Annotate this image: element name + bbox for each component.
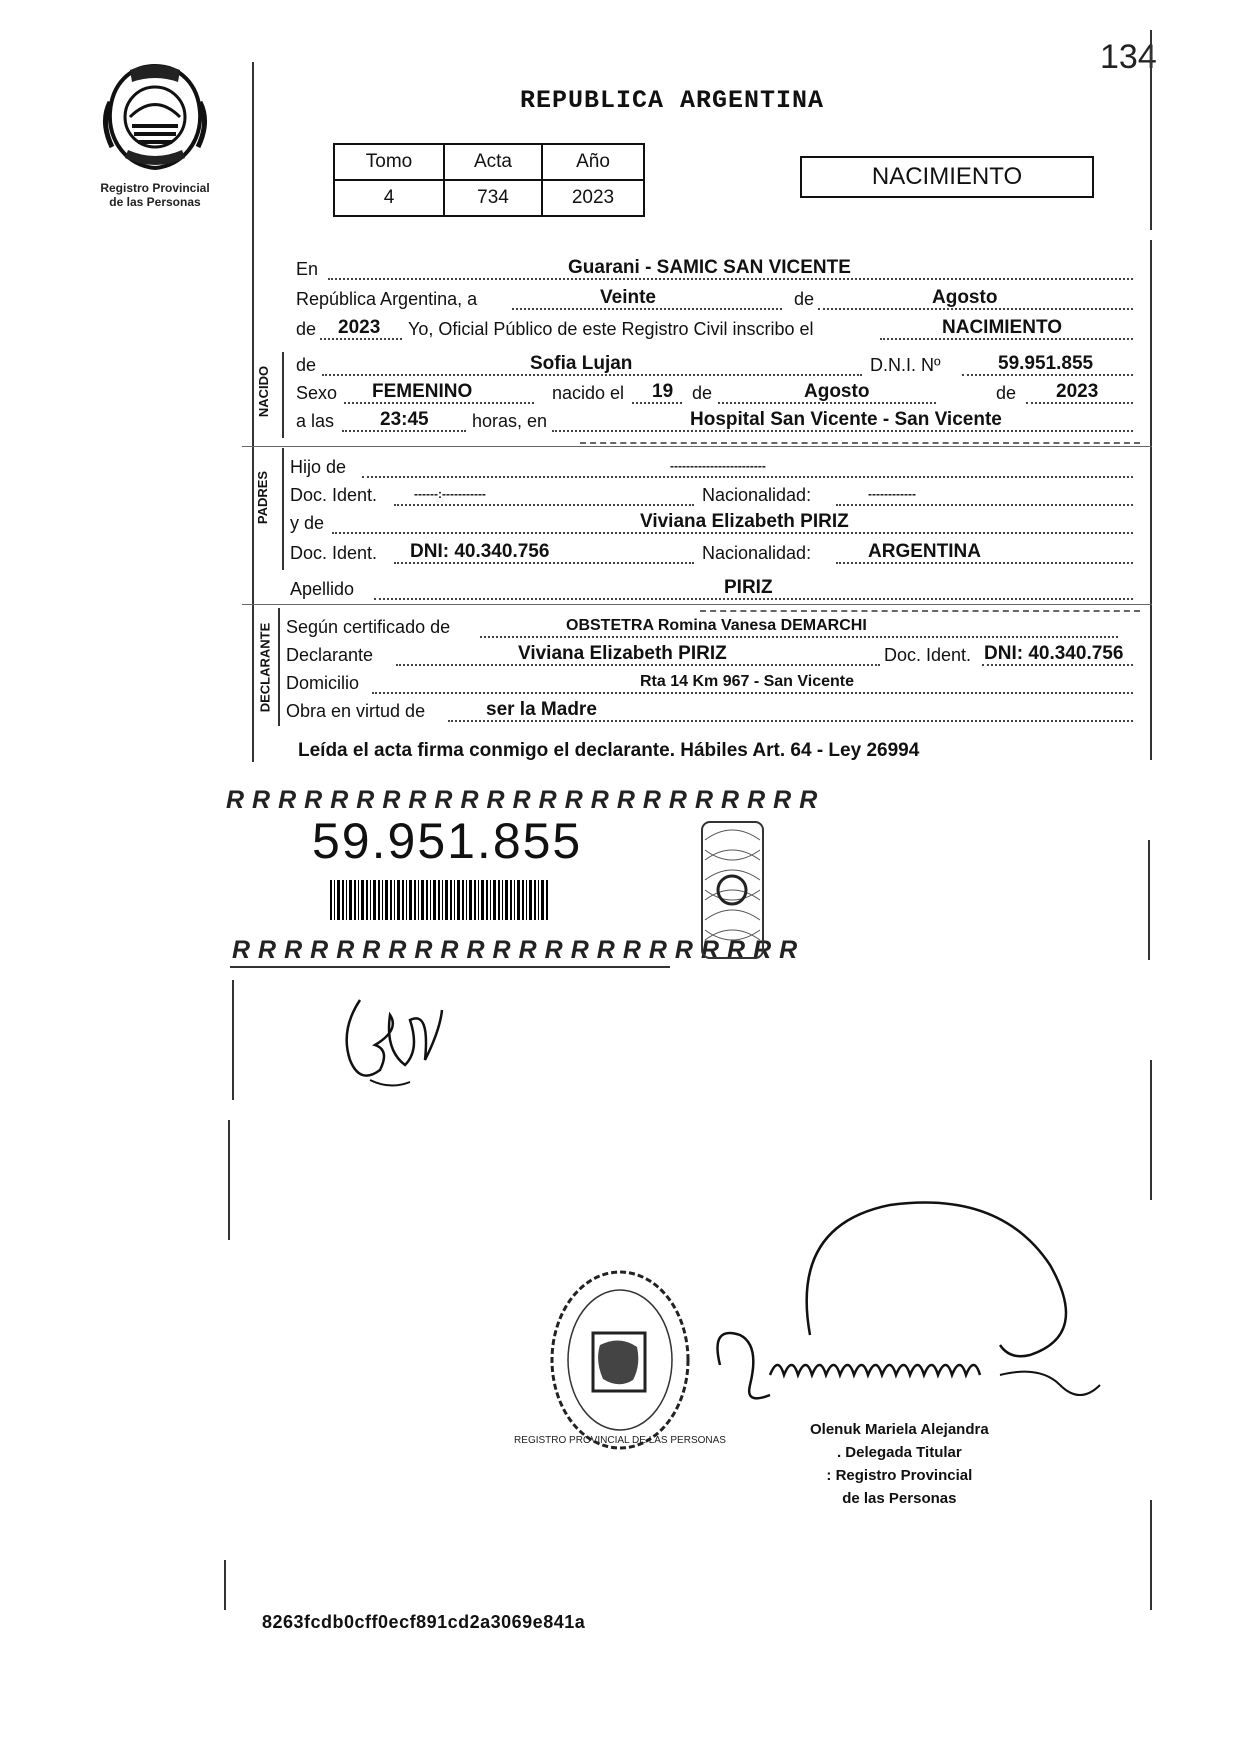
security-band-bottom: RRRRRRRRRRRRRRRRRRRRRR	[232, 936, 806, 964]
table-header-acta: Acta	[444, 144, 542, 180]
label-en: En	[296, 259, 319, 279]
value-nombre: Sofia Lujan	[530, 353, 633, 374]
label-horas-en: horas, en	[472, 411, 548, 431]
value-lugar-nacimiento: Hospital San Vicente - San Vicente	[690, 409, 1002, 430]
page-number: 134	[1100, 38, 1157, 76]
dashed-rule-1	[580, 442, 1140, 444]
row-certificado	[286, 612, 1140, 642]
signature-line2: . Delegada Titular	[836, 1444, 962, 1461]
label-doc-ident-2: Doc. Ident.	[290, 543, 378, 563]
row-anio-inscripcion	[290, 314, 1140, 344]
value-madre-nombre: Viviana Elizabeth PIRIZ	[640, 511, 849, 532]
label-nacionalidad-1: Nacionalidad:	[702, 485, 812, 505]
right-border-line-2	[1150, 240, 1152, 760]
label-de-5: de	[996, 383, 1017, 403]
value-madre-doc: DNI: 40.340.756	[410, 541, 550, 562]
value-padre-nacionalidad: ------------	[868, 487, 916, 501]
handwritten-signature-1	[330, 990, 450, 1100]
value-lugar: Guarani - SAMIC SAN VICENTE	[568, 257, 851, 278]
padres-bracket	[282, 448, 284, 570]
official-stamp-icon	[514, 1265, 726, 1455]
row-hijo-de	[290, 452, 1140, 482]
record-type-box: NACIMIENTO	[800, 156, 1094, 198]
label-sexo: Sexo	[296, 383, 338, 403]
dni-large: 59.951.855	[312, 813, 583, 869]
row-hora	[290, 406, 1140, 436]
value-mes-nacimiento: Agosto	[804, 381, 870, 402]
row-lugar	[290, 254, 1140, 284]
label-de-1: de	[794, 289, 815, 309]
section-divider-2	[242, 604, 1152, 605]
label-yo-oficial: Yo, Oficial Público de este Registro Civil inscribo el	[408, 319, 814, 339]
registry-logo	[90, 62, 220, 209]
label-segun-certificado: Según certificado de	[286, 617, 451, 637]
table-value-anio: 2023	[542, 180, 644, 216]
document-title: REPUBLICA ARGENTINA	[520, 86, 825, 115]
value-dni: 59.951.855	[998, 353, 1094, 374]
label-apellido: Apellido	[290, 579, 355, 599]
signature-line4: de las Personas	[842, 1490, 957, 1507]
right-border-line	[1150, 30, 1152, 230]
misiones-seal-icon	[100, 62, 210, 172]
label-de-3: de	[296, 355, 317, 375]
signature-line1: Olenuk Mariela Alejandra	[810, 1421, 989, 1438]
closing-statement: Leída el acta firma conmigo el declarante. Hábiles Art. 64 - Ley 26994	[298, 740, 920, 761]
stamp-text: REGISTRO PROVINCIAL DE LAS PERSONAS	[514, 1435, 726, 1446]
table-header-tomo: Tomo	[334, 144, 444, 180]
row-padre-doc	[290, 480, 1140, 510]
value-madre-nacionalidad: ARGENTINA	[868, 541, 981, 562]
row-declarante	[286, 640, 1140, 670]
security-band-top: RRRRRRRRRRRRRRRRRRRRRRR	[226, 786, 826, 814]
logo-caption-line1: Registro Provincial	[100, 181, 210, 195]
label-hijo-de: Hijo de	[290, 457, 347, 477]
label-a-las: a las	[296, 411, 335, 431]
left-border-line	[252, 62, 254, 762]
table-value-tomo: 4	[334, 180, 444, 216]
section-label-padres: PADRES	[255, 470, 271, 525]
value-dia-inscripcion: Veinte	[600, 287, 656, 308]
row-fecha-inscripcion	[290, 284, 1140, 314]
label-nacionalidad-2: Nacionalidad:	[702, 543, 812, 563]
row-nombre	[290, 350, 1140, 380]
label-obra-en-virtud: Obra en virtud de	[286, 701, 426, 721]
label-republica: República Argentina, a	[296, 289, 478, 309]
table-value-acta: 734	[444, 180, 542, 216]
signature-block	[810, 1418, 989, 1510]
value-apellido: PIRIZ	[724, 577, 773, 598]
row-madre	[290, 508, 1140, 538]
row-sexo	[290, 378, 1140, 408]
value-obra-en-virtud: ser la Madre	[486, 699, 597, 720]
label-de-4: de	[692, 383, 713, 403]
declarante-bracket	[278, 608, 280, 726]
lower-right-line-3	[1150, 1500, 1152, 1610]
lower-right-line-1	[1148, 840, 1150, 960]
handwritten-signature-2	[700, 1185, 1120, 1425]
value-anio-nacimiento: 2023	[1056, 381, 1099, 402]
label-doc-ident-1: Doc. Ident.	[290, 485, 378, 505]
value-declarante-doc: DNI: 40.340.756	[984, 643, 1124, 664]
lower-right-line-2	[1150, 1060, 1152, 1200]
value-sexo: FEMENINO	[372, 381, 473, 402]
section-label-declarante: DECLARANTE	[257, 622, 273, 713]
signature-line3: : Registro Provincial	[826, 1467, 973, 1484]
label-nacido-el: nacido el	[552, 383, 625, 403]
label-dni-no: D.N.I. Nº	[870, 355, 941, 375]
value-certificado: OBSTETRA Romina Vanesa DEMARCHI	[566, 617, 867, 634]
value-dia-nacimiento: 19	[652, 381, 674, 402]
value-padre-doc: ------:-----------	[414, 487, 486, 501]
label-declarante: Declarante	[286, 645, 374, 665]
label-domicilio: Domicilio	[286, 673, 360, 693]
value-anio-inscripcion: 2023	[338, 317, 381, 338]
registry-table	[333, 143, 645, 217]
value-domicilio: Rta 14 Km 967 - San Vicente	[640, 673, 855, 690]
value-tipo: NACIMIENTO	[942, 317, 1062, 338]
label-de-2: de	[296, 319, 317, 339]
section-label-nacido: NACIDO	[256, 365, 272, 418]
row-madre-doc	[290, 538, 1140, 568]
value-declarante: Viviana Elizabeth PIRIZ	[518, 643, 727, 664]
document-hash: 8263fcdb0cff0ecf891cd2a3069e841a	[262, 1612, 586, 1632]
barcode	[330, 880, 550, 920]
table-header-anio: Año	[542, 144, 644, 180]
row-apellido	[290, 574, 1140, 604]
band-underline	[230, 966, 670, 968]
value-mes-inscripcion: Agosto	[932, 287, 998, 308]
value-hora: 23:45	[380, 409, 429, 430]
lower-left-line-3	[224, 1560, 226, 1610]
logo-caption-line2: de las Personas	[109, 195, 201, 209]
value-padre-nombre: ------------------------	[670, 459, 766, 473]
label-y-de: y de	[290, 513, 325, 533]
row-domicilio	[286, 668, 1140, 698]
label-doc-ident-3: Doc. Ident.	[884, 645, 972, 665]
lower-left-line-1	[232, 980, 234, 1100]
nacido-bracket	[282, 352, 284, 438]
section-divider-1	[242, 446, 1152, 447]
row-obra-en-virtud	[286, 696, 1140, 726]
lower-left-line-2	[228, 1120, 230, 1240]
hologram-seal-icon	[700, 820, 765, 960]
